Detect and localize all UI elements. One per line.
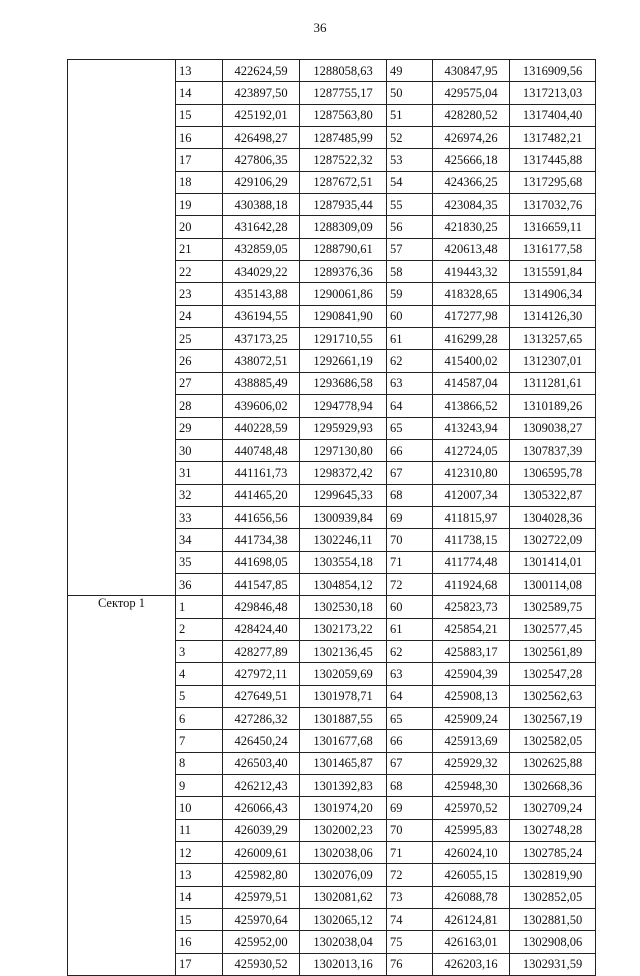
point-number: 33 — [176, 506, 223, 528]
point-number: 23 — [176, 283, 223, 305]
point-number: 11 — [176, 819, 223, 841]
y-coordinate: 1302246,11 — [300, 529, 387, 551]
x-coordinate: 441547,85 — [223, 573, 300, 595]
point-number: 1 — [176, 596, 223, 618]
point-number-2: 63 — [387, 372, 433, 394]
point-number-2: 62 — [387, 350, 433, 372]
point-number-2: 62 — [387, 640, 433, 662]
point-number-2: 57 — [387, 238, 433, 260]
point-number: 7 — [176, 730, 223, 752]
point-number: 26 — [176, 350, 223, 372]
table-row — [68, 596, 596, 618]
y-coordinate-2: 1302582,05 — [510, 730, 596, 752]
y-coordinate-2: 1301414,01 — [510, 551, 596, 573]
y-coordinate-2: 1302567,19 — [510, 707, 596, 729]
x-coordinate-2: 429575,04 — [433, 82, 510, 104]
x-coordinate-2: 426203,16 — [433, 953, 510, 975]
x-coordinate-2: 411924,68 — [433, 573, 510, 595]
point-number: 35 — [176, 551, 223, 573]
y-coordinate: 1302076,09 — [300, 864, 387, 886]
point-number: 21 — [176, 238, 223, 260]
point-number: 34 — [176, 529, 223, 551]
x-coordinate-2: 413866,52 — [433, 395, 510, 417]
x-coordinate: 441465,20 — [223, 484, 300, 506]
y-coordinate: 1287672,51 — [300, 171, 387, 193]
y-coordinate: 1297130,80 — [300, 439, 387, 461]
point-number: 13 — [176, 864, 223, 886]
x-coordinate: 426039,29 — [223, 819, 300, 841]
x-coordinate-2: 425823,73 — [433, 596, 510, 618]
x-coordinate-2: 430847,95 — [433, 60, 510, 82]
point-number: 10 — [176, 797, 223, 819]
point-number-2: 63 — [387, 663, 433, 685]
point-number-2: 51 — [387, 104, 433, 126]
y-coordinate: 1304854,12 — [300, 573, 387, 595]
y-coordinate: 1290841,90 — [300, 305, 387, 327]
point-number-2: 67 — [387, 462, 433, 484]
y-coordinate-2: 1316659,11 — [510, 216, 596, 238]
y-coordinate-2: 1317295,68 — [510, 171, 596, 193]
x-coordinate: 429846,48 — [223, 596, 300, 618]
x-coordinate-2: 412310,80 — [433, 462, 510, 484]
table-row — [68, 60, 596, 82]
y-coordinate: 1294778,94 — [300, 395, 387, 417]
x-coordinate: 426498,27 — [223, 127, 300, 149]
point-number: 30 — [176, 439, 223, 461]
y-coordinate: 1295929,93 — [300, 417, 387, 439]
y-coordinate-2: 1302561,89 — [510, 640, 596, 662]
y-coordinate: 1291710,55 — [300, 328, 387, 350]
x-coordinate: 425952,00 — [223, 931, 300, 953]
point-number: 17 — [176, 149, 223, 171]
x-coordinate: 422624,59 — [223, 60, 300, 82]
point-number: 29 — [176, 417, 223, 439]
y-coordinate-2: 1302625,88 — [510, 752, 596, 774]
y-coordinate: 1300939,84 — [300, 506, 387, 528]
point-number: 17 — [176, 953, 223, 975]
point-number-2: 68 — [387, 775, 433, 797]
section-label — [68, 60, 176, 596]
x-coordinate-2: 411738,15 — [433, 529, 510, 551]
point-number-2: 73 — [387, 886, 433, 908]
point-number-2: 54 — [387, 171, 433, 193]
point-number: 3 — [176, 640, 223, 662]
y-coordinate-2: 1302908,06 — [510, 931, 596, 953]
x-coordinate: 432859,05 — [223, 238, 300, 260]
x-coordinate: 428277,89 — [223, 640, 300, 662]
point-number-2: 65 — [387, 707, 433, 729]
point-number-2: 53 — [387, 149, 433, 171]
x-coordinate: 428424,40 — [223, 618, 300, 640]
x-coordinate-2: 425854,21 — [433, 618, 510, 640]
point-number-2: 72 — [387, 864, 433, 886]
point-number: 16 — [176, 931, 223, 953]
y-coordinate-2: 1302881,50 — [510, 909, 596, 931]
y-coordinate-2: 1309038,27 — [510, 417, 596, 439]
y-coordinate-2: 1317404,40 — [510, 104, 596, 126]
x-coordinate-2: 412724,05 — [433, 439, 510, 461]
y-coordinate-2: 1302589,75 — [510, 596, 596, 618]
point-number-2: 70 — [387, 819, 433, 841]
point-number: 28 — [176, 395, 223, 417]
y-coordinate-2: 1302722,09 — [510, 529, 596, 551]
x-coordinate-2: 425929,32 — [433, 752, 510, 774]
y-coordinate: 1288790,61 — [300, 238, 387, 260]
point-number-2: 56 — [387, 216, 433, 238]
point-number-2: 68 — [387, 484, 433, 506]
y-coordinate-2: 1302852,05 — [510, 886, 596, 908]
x-coordinate: 425970,64 — [223, 909, 300, 931]
x-coordinate: 425930,52 — [223, 953, 300, 975]
y-coordinate-2: 1302785,24 — [510, 842, 596, 864]
y-coordinate-2: 1315591,84 — [510, 261, 596, 283]
point-number-2: 74 — [387, 909, 433, 931]
x-coordinate-2: 428280,52 — [433, 104, 510, 126]
point-number-2: 55 — [387, 194, 433, 216]
point-number-2: 66 — [387, 730, 433, 752]
y-coordinate: 1302173,22 — [300, 618, 387, 640]
y-coordinate-2: 1316177,58 — [510, 238, 596, 260]
x-coordinate-2: 425904,39 — [433, 663, 510, 685]
x-coordinate: 425982,80 — [223, 864, 300, 886]
point-number-2: 50 — [387, 82, 433, 104]
point-number-2: 49 — [387, 60, 433, 82]
x-coordinate: 431642,28 — [223, 216, 300, 238]
x-coordinate: 426503,40 — [223, 752, 300, 774]
x-coordinate: 437173,25 — [223, 328, 300, 350]
x-coordinate-2: 423084,35 — [433, 194, 510, 216]
point-number: 6 — [176, 707, 223, 729]
x-coordinate-2: 426974,26 — [433, 127, 510, 149]
y-coordinate-2: 1302709,24 — [510, 797, 596, 819]
point-number-2: 65 — [387, 417, 433, 439]
y-coordinate: 1288058,63 — [300, 60, 387, 82]
y-coordinate: 1287522,32 — [300, 149, 387, 171]
point-number-2: 60 — [387, 596, 433, 618]
x-coordinate-2: 425883,17 — [433, 640, 510, 662]
x-coordinate-2: 425970,52 — [433, 797, 510, 819]
point-number-2: 60 — [387, 305, 433, 327]
x-coordinate: 427972,11 — [223, 663, 300, 685]
x-coordinate-2: 425995,83 — [433, 819, 510, 841]
x-coordinate: 423897,50 — [223, 82, 300, 104]
x-coordinate-2: 425948,30 — [433, 775, 510, 797]
x-coordinate: 426212,43 — [223, 775, 300, 797]
x-coordinate: 429106,29 — [223, 171, 300, 193]
section-label: Сектор 1 — [68, 596, 176, 976]
y-coordinate: 1301465,87 — [300, 752, 387, 774]
x-coordinate: 441161,73 — [223, 462, 300, 484]
y-coordinate-2: 1302577,45 — [510, 618, 596, 640]
y-coordinate: 1301974,20 — [300, 797, 387, 819]
y-coordinate: 1298372,42 — [300, 462, 387, 484]
x-coordinate: 427286,32 — [223, 707, 300, 729]
x-coordinate: 441698,05 — [223, 551, 300, 573]
point-number: 31 — [176, 462, 223, 484]
x-coordinate-2: 426088,78 — [433, 886, 510, 908]
x-coordinate: 425192,01 — [223, 104, 300, 126]
point-number: 5 — [176, 685, 223, 707]
x-coordinate: 427806,35 — [223, 149, 300, 171]
x-coordinate-2: 425908,13 — [433, 685, 510, 707]
x-coordinate: 426450,24 — [223, 730, 300, 752]
x-coordinate-2: 414587,04 — [433, 372, 510, 394]
point-number: 24 — [176, 305, 223, 327]
y-coordinate: 1287935,44 — [300, 194, 387, 216]
y-coordinate-2: 1302668,36 — [510, 775, 596, 797]
x-coordinate-2: 424366,25 — [433, 171, 510, 193]
x-coordinate: 425979,51 — [223, 886, 300, 908]
x-coordinate-2: 411774,48 — [433, 551, 510, 573]
point-number-2: 71 — [387, 842, 433, 864]
y-coordinate: 1287485,99 — [300, 127, 387, 149]
point-number-2: 69 — [387, 506, 433, 528]
point-number-2: 52 — [387, 127, 433, 149]
point-number-2: 69 — [387, 797, 433, 819]
x-coordinate-2: 417277,98 — [433, 305, 510, 327]
point-number: 18 — [176, 171, 223, 193]
y-coordinate: 1301392,83 — [300, 775, 387, 797]
y-coordinate-2: 1312307,01 — [510, 350, 596, 372]
point-number: 2 — [176, 618, 223, 640]
y-coordinate-2: 1304028,36 — [510, 506, 596, 528]
x-coordinate: 439606,02 — [223, 395, 300, 417]
x-coordinate: 426066,43 — [223, 797, 300, 819]
y-coordinate-2: 1302562,63 — [510, 685, 596, 707]
y-coordinate: 1288309,09 — [300, 216, 387, 238]
point-number-2: 70 — [387, 529, 433, 551]
x-coordinate-2: 418328,65 — [433, 283, 510, 305]
y-coordinate: 1301677,68 — [300, 730, 387, 752]
x-coordinate-2: 425909,24 — [433, 707, 510, 729]
x-coordinate: 436194,55 — [223, 305, 300, 327]
y-coordinate-2: 1311281,61 — [510, 372, 596, 394]
point-number-2: 67 — [387, 752, 433, 774]
point-number: 15 — [176, 104, 223, 126]
x-coordinate: 427649,51 — [223, 685, 300, 707]
x-coordinate-2: 425913,69 — [433, 730, 510, 752]
point-number: 12 — [176, 842, 223, 864]
x-coordinate: 441656,56 — [223, 506, 300, 528]
y-coordinate-2: 1317032,76 — [510, 194, 596, 216]
y-coordinate: 1287563,80 — [300, 104, 387, 126]
point-number: 22 — [176, 261, 223, 283]
x-coordinate-2: 411815,97 — [433, 506, 510, 528]
y-coordinate-2: 1317482,21 — [510, 127, 596, 149]
x-coordinate: 434029,22 — [223, 261, 300, 283]
point-number: 27 — [176, 372, 223, 394]
point-number: 14 — [176, 886, 223, 908]
point-number-2: 61 — [387, 618, 433, 640]
y-coordinate: 1302038,06 — [300, 842, 387, 864]
x-coordinate-2: 426124,81 — [433, 909, 510, 931]
y-coordinate-2: 1314126,30 — [510, 305, 596, 327]
point-number: 8 — [176, 752, 223, 774]
y-coordinate: 1301978,71 — [300, 685, 387, 707]
point-number: 14 — [176, 82, 223, 104]
y-coordinate-2: 1307837,39 — [510, 439, 596, 461]
y-coordinate: 1302002,23 — [300, 819, 387, 841]
y-coordinate-2: 1306595,78 — [510, 462, 596, 484]
y-coordinate: 1302065,12 — [300, 909, 387, 931]
point-number-2: 71 — [387, 551, 433, 573]
y-coordinate: 1302530,18 — [300, 596, 387, 618]
page-number: 36 — [313, 20, 327, 35]
x-coordinate-2: 425666,18 — [433, 149, 510, 171]
y-coordinate: 1302136,45 — [300, 640, 387, 662]
x-coordinate-2: 426024,10 — [433, 842, 510, 864]
point-number: 13 — [176, 60, 223, 82]
x-coordinate-2: 426163,01 — [433, 931, 510, 953]
y-coordinate: 1302081,62 — [300, 886, 387, 908]
x-coordinate: 438885,49 — [223, 372, 300, 394]
y-coordinate: 1302038,04 — [300, 931, 387, 953]
y-coordinate: 1292661,19 — [300, 350, 387, 372]
point-number-2: 59 — [387, 283, 433, 305]
y-coordinate-2: 1302748,28 — [510, 819, 596, 841]
x-coordinate: 435143,88 — [223, 283, 300, 305]
point-number: 32 — [176, 484, 223, 506]
x-coordinate-2: 413243,94 — [433, 417, 510, 439]
x-coordinate: 426009,61 — [223, 842, 300, 864]
y-coordinate-2: 1300114,08 — [510, 573, 596, 595]
point-number: 15 — [176, 909, 223, 931]
point-number-2: 72 — [387, 573, 433, 595]
y-coordinate-2: 1302931,59 — [510, 953, 596, 975]
y-coordinate-2: 1305322,87 — [510, 484, 596, 506]
y-coordinate-2: 1313257,65 — [510, 328, 596, 350]
point-number-2: 61 — [387, 328, 433, 350]
y-coordinate: 1303554,18 — [300, 551, 387, 573]
y-coordinate: 1287755,17 — [300, 82, 387, 104]
y-coordinate: 1293686,58 — [300, 372, 387, 394]
x-coordinate: 441734,38 — [223, 529, 300, 551]
point-number-2: 66 — [387, 439, 433, 461]
x-coordinate-2: 420613,48 — [433, 238, 510, 260]
y-coordinate: 1302013,16 — [300, 953, 387, 975]
y-coordinate-2: 1302819,90 — [510, 864, 596, 886]
y-coordinate-2: 1316909,56 — [510, 60, 596, 82]
x-coordinate: 430388,18 — [223, 194, 300, 216]
point-number: 36 — [176, 573, 223, 595]
point-number-2: 64 — [387, 395, 433, 417]
point-number: 4 — [176, 663, 223, 685]
x-coordinate-2: 416299,28 — [433, 328, 510, 350]
x-coordinate: 438072,51 — [223, 350, 300, 372]
x-coordinate: 440748,48 — [223, 439, 300, 461]
x-coordinate: 440228,59 — [223, 417, 300, 439]
y-coordinate-2: 1317213,03 — [510, 82, 596, 104]
point-number: 9 — [176, 775, 223, 797]
point-number-2: 58 — [387, 261, 433, 283]
y-coordinate-2: 1317445,88 — [510, 149, 596, 171]
x-coordinate-2: 419443,32 — [433, 261, 510, 283]
x-coordinate-2: 415400,02 — [433, 350, 510, 372]
coordinates-table — [67, 59, 596, 976]
y-coordinate: 1302059,69 — [300, 663, 387, 685]
y-coordinate: 1301887,55 — [300, 707, 387, 729]
point-number: 20 — [176, 216, 223, 238]
point-number-2: 64 — [387, 685, 433, 707]
y-coordinate-2: 1310189,26 — [510, 395, 596, 417]
point-number: 25 — [176, 328, 223, 350]
point-number: 19 — [176, 194, 223, 216]
point-number: 16 — [176, 127, 223, 149]
y-coordinate-2: 1314906,34 — [510, 283, 596, 305]
y-coordinate: 1290061,86 — [300, 283, 387, 305]
y-coordinate: 1299645,33 — [300, 484, 387, 506]
x-coordinate-2: 426055,15 — [433, 864, 510, 886]
y-coordinate: 1289376,36 — [300, 261, 387, 283]
x-coordinate-2: 421830,25 — [433, 216, 510, 238]
point-number-2: 76 — [387, 953, 433, 975]
x-coordinate-2: 412007,34 — [433, 484, 510, 506]
y-coordinate-2: 1302547,28 — [510, 663, 596, 685]
point-number-2: 75 — [387, 931, 433, 953]
